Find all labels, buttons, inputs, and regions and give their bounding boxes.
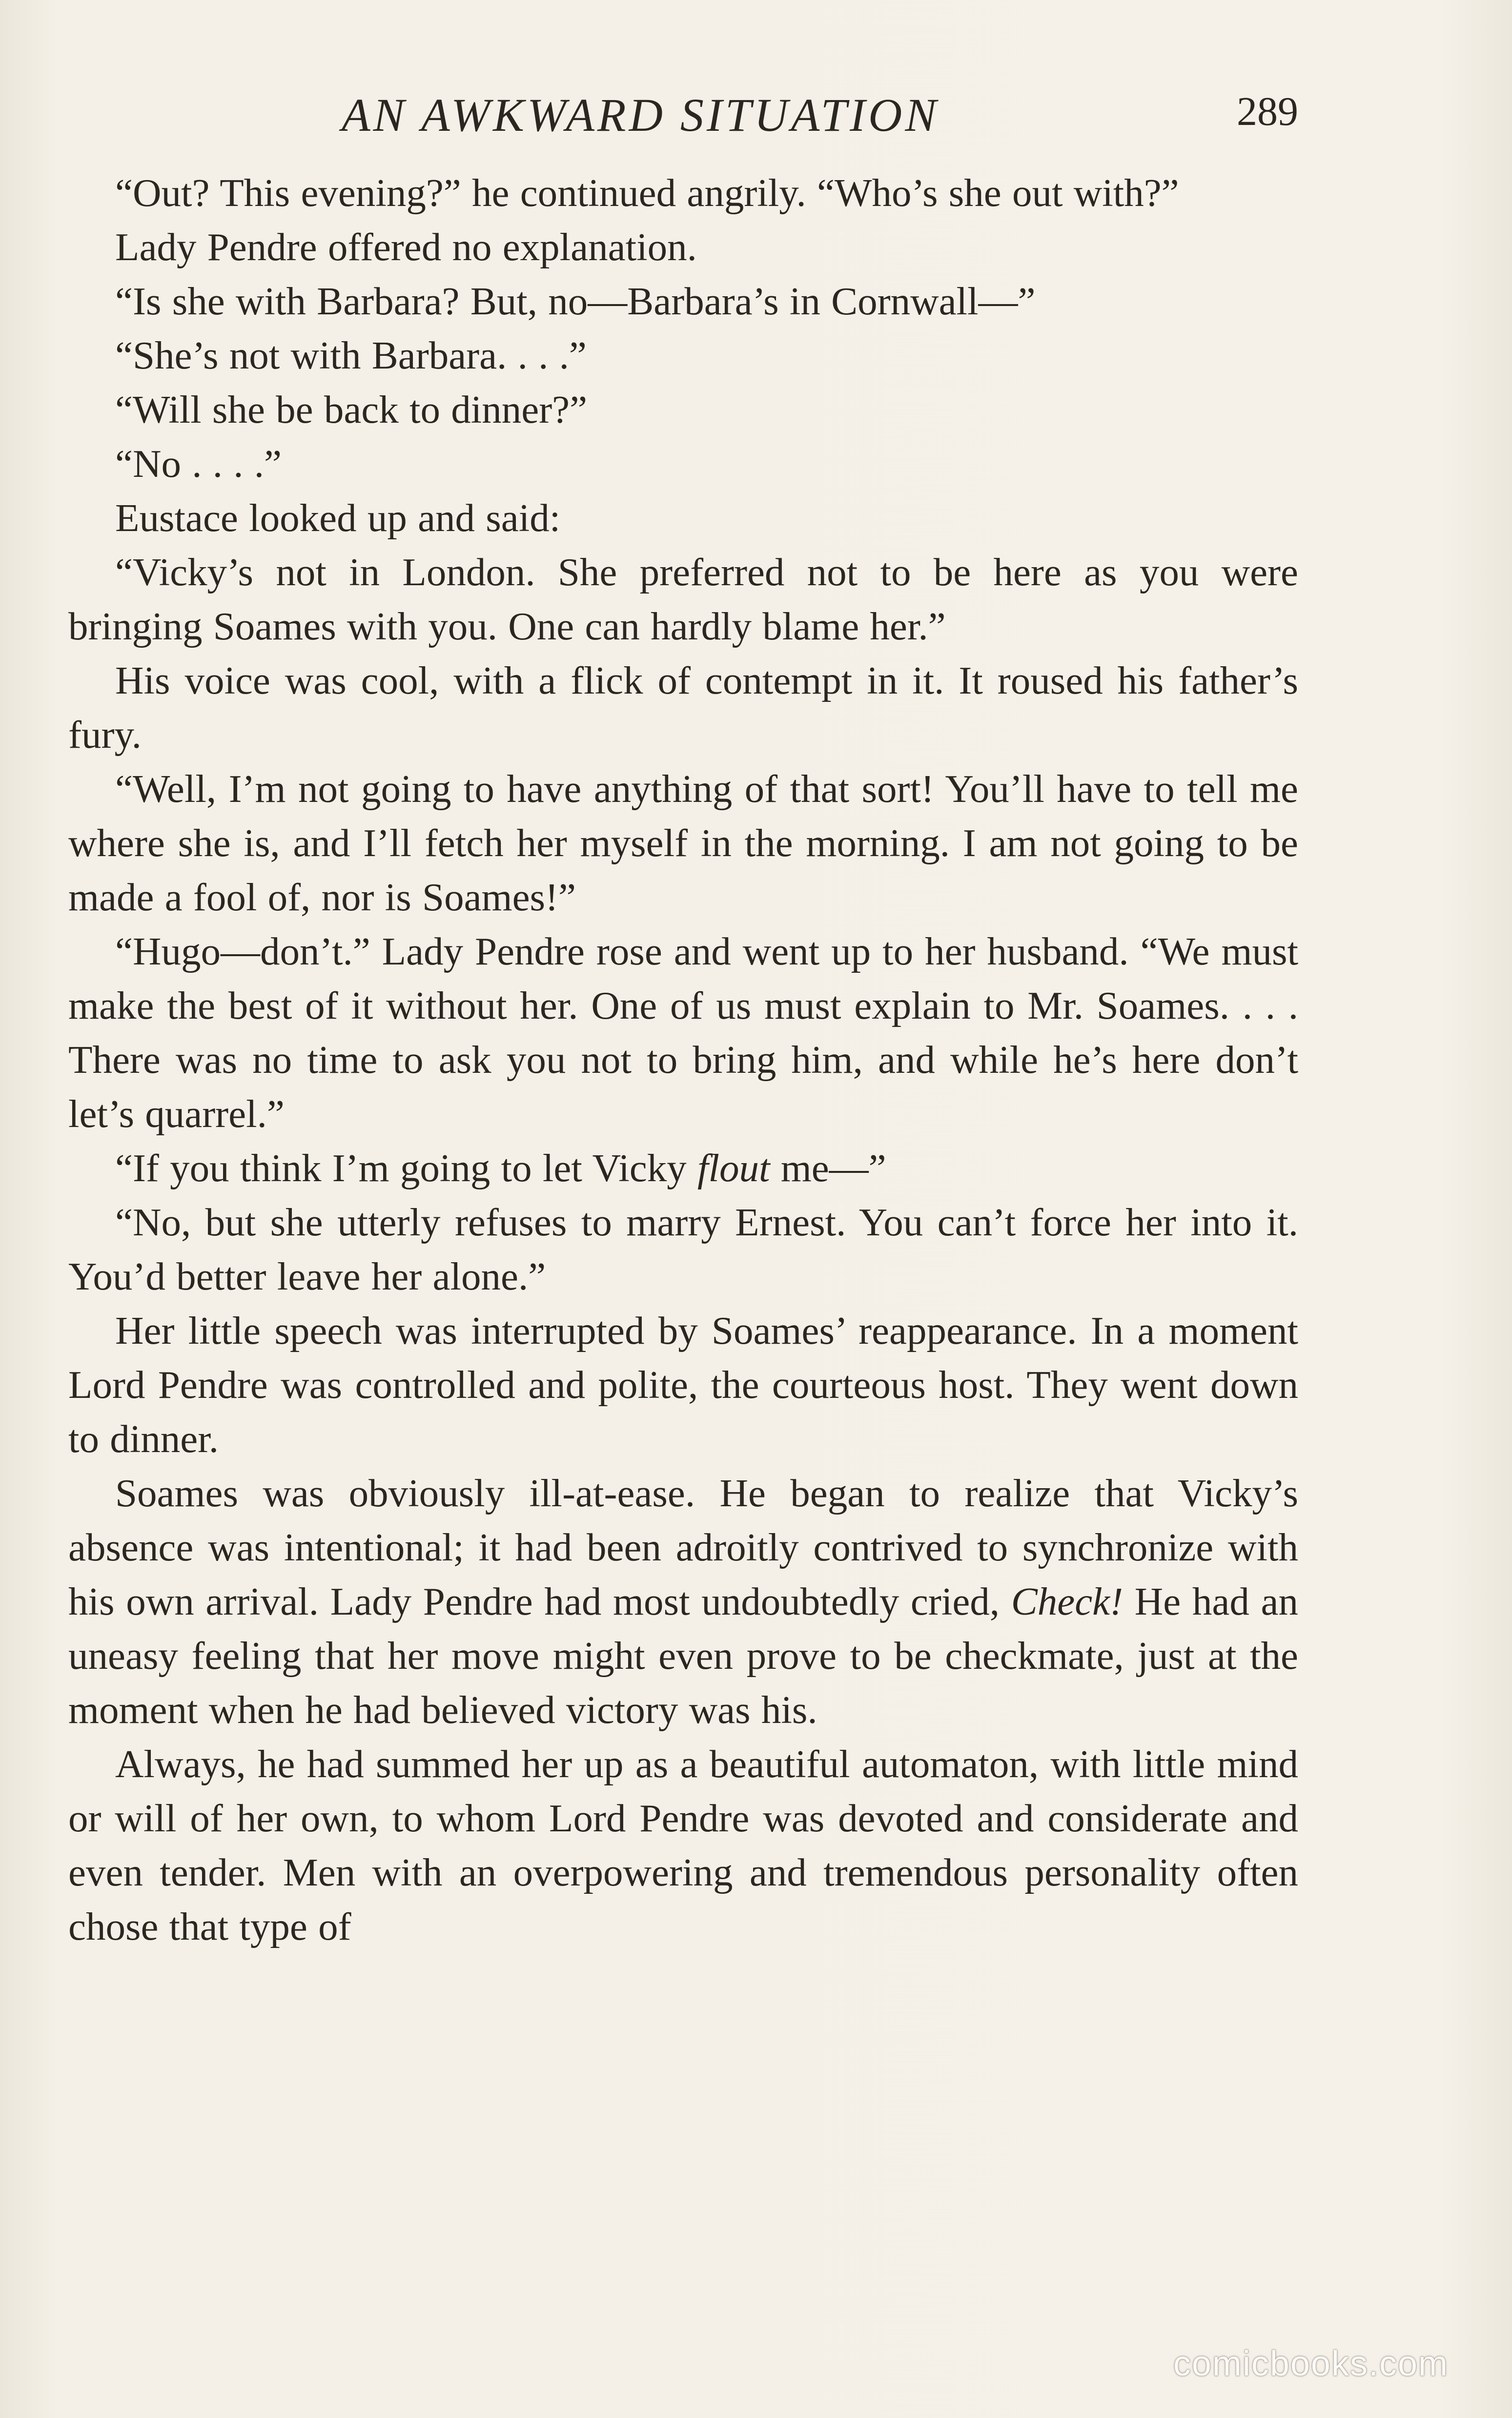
paragraph: “No, but she utterly refuses to marry Ernest. You can’t force her into it. You’d better leave her alone.” [68,1200,1298,1298]
paragraph [68,1141,1298,1195]
paragraph: “Out? This evening?” he continued angrily. “Who’s she out with?” [115,171,1179,215]
text-run: “If you think I’m going to let Vicky [115,1146,697,1190]
body-text [68,166,1298,1954]
text-run: He had an uneasy feeling that her move might even prove to be checkmate, just at the moment when he had believed victory was his. [68,1579,1298,1732]
page-number: 289 [1237,89,1298,134]
page-header [68,78,1298,146]
paragraph: “Vicky’s not in London. She preferred not to be here as you were bringing Soames with you. One can hardly blame her.” [68,550,1298,648]
paragraph: “Is she with Barbara? But, no—Barbara’s in Cornwall—” [115,279,1036,323]
paragraph: “No . . . .” [115,442,282,486]
paragraph: His voice was cool, with a flick of contempt in it. It roused his father’s fury. [68,658,1298,757]
emphasis: Check! [1011,1579,1124,1623]
text-run: Soames was obviously ill-at-ease. He began to realize that Vicky’s absence was intentional; it had been adroitly contrived to synchronize with his own arrival. Lady Pendre had most undoubtedly cried, [68,1471,1298,1623]
paragraph: Always, he had summed her up as a beautiful automaton, with little mind or will of her own, to whom Lord Pendre was devoted and considerate and even tender. Men with an overpowering and tremendous personality often chose that type of [68,1742,1298,1948]
text-run: me—” [770,1146,886,1190]
running-head: AN AWKWARD SITUATION [342,89,940,141]
paragraph: “Well, I’m not going to have anything of that sort! You’ll have to tell me where she is, and I’ll fetch her myself in the morning. I am not going to be made a fool of, nor is Soames!” [68,767,1298,919]
emphasis: flout [697,1146,770,1190]
paragraph: Her little speech was interrupted by Soames’ reappearance. In a moment Lord Pendre was controlled and polite, the courteous host. They went down to dinner. [68,1309,1298,1461]
watermark: comicbooks.com [1173,2344,1449,2383]
paragraph: “Will she be back to dinner?” [115,388,588,431]
paragraph: “Hugo—don’t.” Lady Pendre rose and went up to her husband. “We must make the best of it without her. One of us must explain to Mr. Soames. . . . There was no time to ask you not to bring him, and while he’s here don’t let’s quarrel.” [68,929,1298,1136]
paragraph: “She’s not with Barbara. . . .” [115,333,587,377]
paragraph: Lady Pendre offered no explanation. [115,225,697,269]
paragraph: Eustace looked up and said: [115,496,561,540]
paragraph [68,1466,1298,1737]
